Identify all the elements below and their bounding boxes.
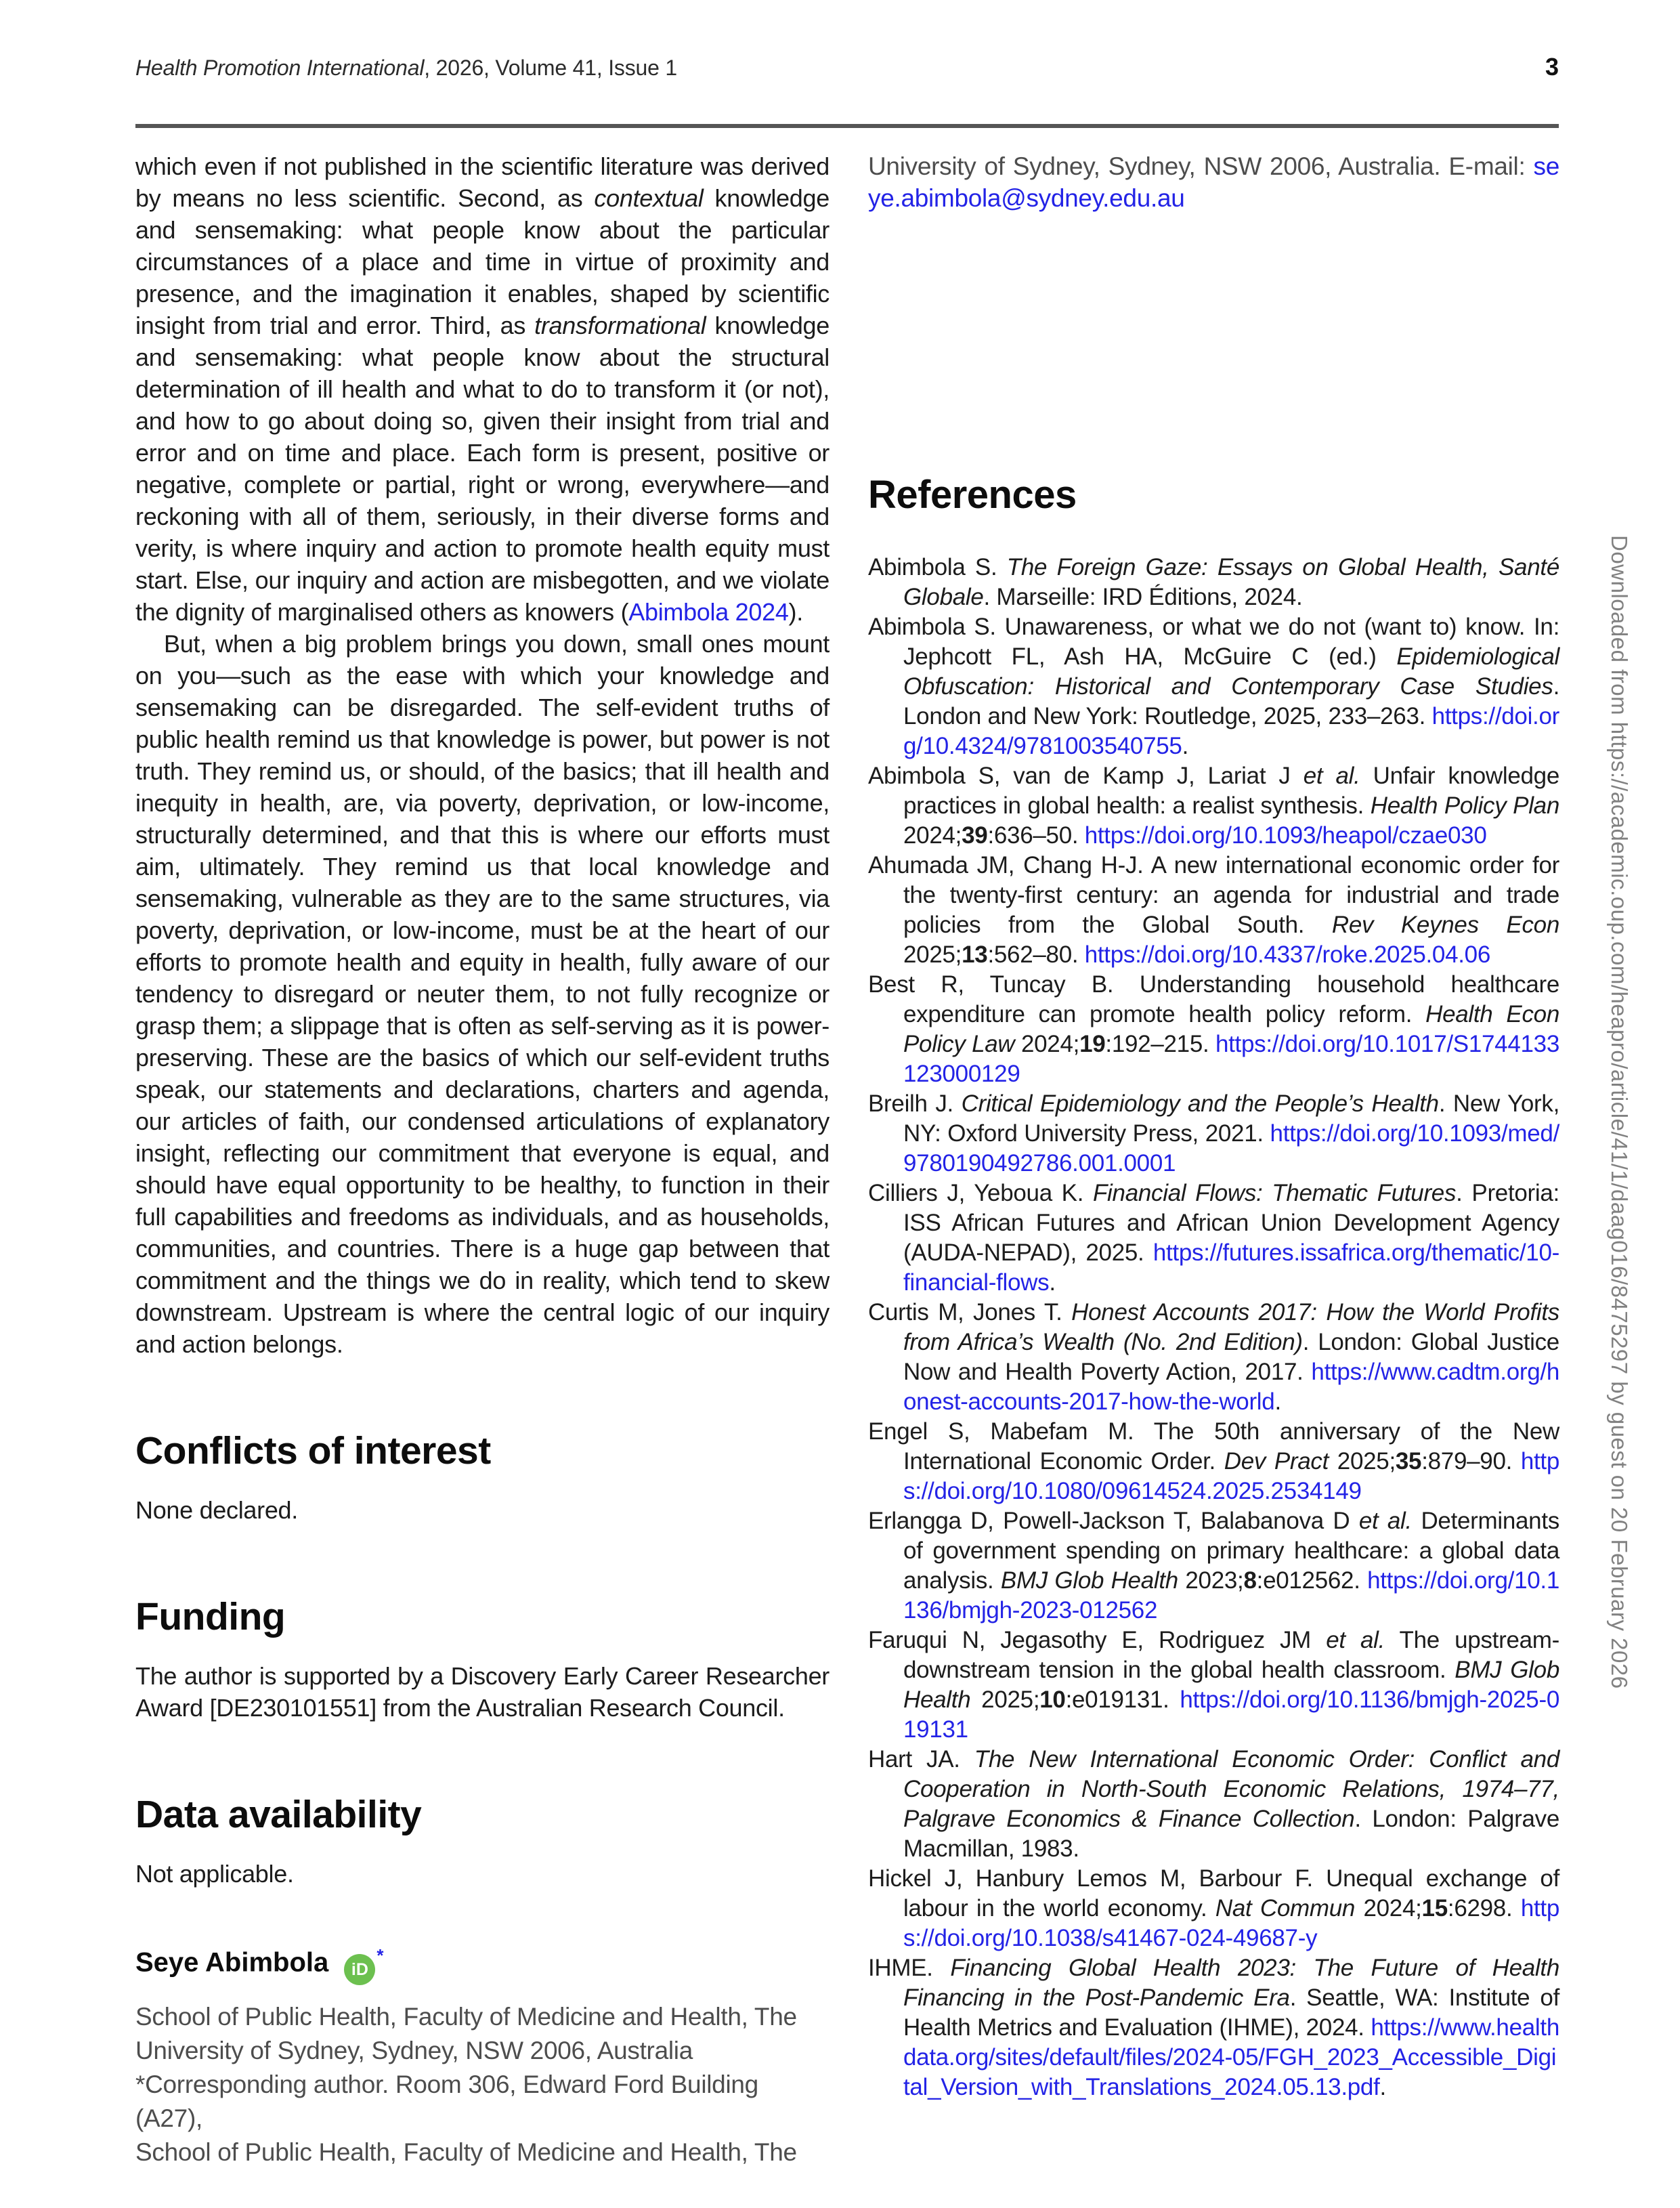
text-link[interactable]: https://doi.org/10.1017/S1744133123000129 (903, 1031, 1560, 1087)
author-line (135, 1938, 830, 1985)
reference-item: Hickel J, Hanbury Lemos M, Barbour F. Unequal exchange of labour in the world economy. Nat Commun 2024;15:6298. https://doi.org/10.1038/s41467-024-49687-y (868, 1865, 1560, 1951)
section-heading-funding: Funding (135, 1595, 286, 1638)
text-link[interactable]: https://doi.org/10.1093/heapol/czae030 (1084, 822, 1487, 849)
reference-item: IHME. Financing Global Health 2023: The Future of Health Financing in the Post-Pandemic Era. Seattle, WA: Institute of Health Metrics and Evaluation (IHME), 2024. https://www.healthdata.org/sites/default/files/2024-05/FGH_2023_Accessible_Digital_Version_with_Translations_2024.05.13.pdf. (868, 1955, 1559, 2100)
affiliation-line: School of Public Health, Faculty of Medicine and Health, The (135, 2003, 797, 2031)
text-link[interactable]: https://doi.org/10.1080/09614524.2025.2534149 (903, 1448, 1559, 1504)
text-link[interactable]: https://doi.org/10.1136/bmjgh-2023-012562 (903, 1567, 1559, 1623)
author-name: Seye Abimbola (135, 1947, 329, 1978)
section-heading-conflicts: Conflicts of interest (135, 1429, 491, 1472)
affiliation-line: University of Sydney, Sydney, NSW 2006, Australia (135, 2037, 693, 2065)
text-link[interactable]: https://www.cadtm.org/honest-accounts-2017-how-the-world (903, 1359, 1559, 1415)
reference-item: Engel S, Mabefam M. The 50th anniversary of the New International Economic Order. Dev Pract 2025;35:879–90. https://doi.org/10.1080/09614524.2025.2534149 (868, 1418, 1559, 1504)
header-rule (135, 124, 1559, 128)
reference-item: Cilliers J, Yeboua K. Financial Flows: Thematic Futures. Pretoria: ISS African Futures and African Union Development Agency (AUDA-NEPAD), 2025. https://futures.issafrica.org/thematic/10-financial-flows. (868, 1180, 1559, 1296)
journal-header (135, 56, 677, 81)
conflicts-body: None declared. (135, 1496, 298, 1524)
section-heading-data-availability: Data availability (135, 1793, 422, 1836)
body-paragraph-knowledge: which even if not published in the scientific literature was derived by means no less scientific. Second, as contextual knowledge and sensemaking: what people know about the particular circumstances of a place and time in virtue of proximity and presence, and the imagination it enables, shaped by scientific insight from trial and error. Third, as transformational knowledge and sensemaking: what people know about the structural determination of ill health and what to do to transform it (or not), and how to go about doing so, given their insight from trial and error and on time and place. Each form is present, positive or negative, complete or partial, right or wrong, everywhere—and reckoning with all of them, seriously, in their diverse forms and verity, is where inquiry and action to promote health equity must start. Else, our inquiry and action are misbegotten, and we violate the dignity of marginalised others as knowers (Abimbola 2024). (135, 152, 830, 626)
text-link[interactable]: https://doi.org/10.1093/med/9780190492786.001.0001 (903, 1120, 1559, 1176)
text-link[interactable]: https://doi.org/10.4337/roke.2025.04.06 (1084, 941, 1491, 968)
journal-title: Health Promotion International (135, 56, 425, 80)
section-heading-references: References (868, 473, 1077, 517)
right-column (868, 150, 1559, 2102)
data-availability-body: Not applicable. (135, 1860, 294, 1888)
reference-item: Erlangga D, Powell-Jackson T, Balabanova D et al. Determinants of government spending on primary healthcare: a global data analysis. BMJ Glob Health 2023;8:e012562. https://doi.org/10.1136/bmjgh-2023-012562 (868, 1508, 1559, 1623)
reference-item: Ahumada JM, Chang H-J. A new international economic order for the twenty-first century: an agenda for industrial and trade policies from the Global South. Rev Keynes Econ 2025;13:562–80. https://doi.org/10.4337/roke.2025.04.06 (868, 852, 1559, 968)
author-affiliation (135, 2000, 830, 2169)
text-link[interactable]: https://doi.org/10.1038/s41467-024-49687-y (903, 1895, 1560, 1951)
reference-item: Best R, Tuncay B. Understanding household healthcare expenditure can promote health policy reform. Health Econ Policy Law 2024;19:192–215. https://doi.org/10.1017/S1744133123000129 (868, 971, 1560, 1087)
reference-item: Curtis M, Jones T. Honest Accounts 2017: How the World Profits from Africa’s Wealth (No. 2nd Edition). London: Global Justice Now and Health Poverty Action, 2017. https://www.cadtm.org/honest-accounts-2017-how-the-world. (868, 1299, 1559, 1415)
text-link[interactable]: Abimbola 2024 (628, 598, 789, 626)
reference-item: Faruqui N, Jegasothy E, Rodriguez JM et al. The upstream-downstream tension in the global health classroom. BMJ Glob Health 2025;10:e019131. https://doi.org/10.1136/bmjgh-2025-019131 (868, 1627, 1559, 1743)
text-link[interactable]: https://www.healthdata.org/sites/default/files/2024-05/FGH_2023_Accessible_Digital_Version_with_Translations_2024.05.13.pdf (903, 2014, 1559, 2100)
reference-item: Breilh J. Critical Epidemiology and the People’s Health. New York, NY: Oxford University Press, 2021. https://doi.org/10.1093/med/9780190492786.001.0001 (868, 1090, 1560, 1176)
download-watermark: Downloaded from https://academic.oup.com/heapro/article/41/1/daag016/8475297 by guest on 20 February 2026 (1607, 535, 1632, 1689)
text-link[interactable]: https://doi.org/10.4324/9781003540755 (903, 703, 1559, 759)
corresponding-author-asterisk: * (376, 1945, 384, 1966)
references-list (868, 553, 1559, 2102)
affiliation-continuation (868, 150, 1559, 214)
reference-item: Abimbola S. Unawareness, or what we do not (want to) know. In: Jephcott FL, Ash HA, McGuire C (ed.) Epidemiological Obfuscation: Historical and Contemporary Case Studies. London and New York: Routledge, 2025, 233–263. https://doi.org/10.4324/9781003540755. (868, 614, 1559, 759)
orcid-icon[interactable]: iD (344, 1954, 375, 1985)
text-link[interactable]: https://doi.org/10.1136/bmjgh-2025-019131 (903, 1686, 1559, 1743)
page-number: 3 (1545, 53, 1559, 81)
affiliation-continuation-text: University of Sydney, Sydney, NSW 2006, Australia. E-mail: (868, 152, 1534, 180)
left-column (135, 150, 830, 2169)
journal-issue-info: , 2026, Volume 41, Issue 1 (424, 56, 677, 80)
reference-item: Abimbola S, van de Kamp J, Lariat J et al. Unfair knowledge practices in global health: a realist synthesis. Health Policy Plan 2024;39:636–50. https://doi.org/10.1093/heapol/czae030 (868, 763, 1559, 849)
email-link[interactable]: seye.abimbola@sydney.edu.au (868, 152, 1559, 212)
reference-item: Abimbola S. The Foreign Gaze: Essays on Global Health, Santé Globale. Marseille: IRD Éditions, 2024. (868, 554, 1559, 610)
body-paragraph-basics: But, when a big problem brings you down, small ones mount on you—such as the ease with which your knowledge and sensemaking can be disregarded. The self-evident truths of public health remind us that knowledge is power, but power is not truth. They remind us, or should, of the basics; that ill health and inequity in health, are, via poverty, deprivation, or low-income, structurally determined, and that this is where our efforts must aim, ultimately. They remind us that local knowledge and sensemaking, vulnerable as they are to the same structures, via poverty, deprivation, or low-income, must be at the heart of our efforts to promote health and equity in health, fully aware of our tendency to disregard or neuter them, to not fully recognize or grasp them; a slippage that is often as self-serving as it is power-preserving. These are the basics of which our self-evident truths speak, our statements and declarations, charters and agenda, our articles of faith, our condensed articulations of explanatory insight, reflecting our commitment that everyone is equal, and should have equal opportunity to be healthy, to function in their full capabilities and freedoms as individuals, and as households, communities, and countries. There is a huge gap between that commitment and the things we do in reality, which tend to skew downstream. Upstream is where the central logic of our inquiry and action belongs. (135, 630, 830, 1358)
affiliation-line: *Corresponding author. Room 306, Edward Ford Building (A27), (135, 2071, 758, 2133)
affiliation-line: School of Public Health, Faculty of Medicine and Health, The (135, 2138, 797, 2167)
reference-item: Hart JA. The New International Economic Order: Conflict and Cooperation in North-South Economic Relations, 1974–77, Palgrave Economics & Finance Collection. London: Palgrave Macmillan, 1983. (868, 1746, 1559, 1862)
funding-body: The author is supported by a Discovery Early Career Researcher Award [DE230101551] from the Australian Research Council. (135, 1662, 830, 1722)
text-link[interactable]: https://futures.issafrica.org/thematic/10-financial-flows (903, 1239, 1559, 1296)
